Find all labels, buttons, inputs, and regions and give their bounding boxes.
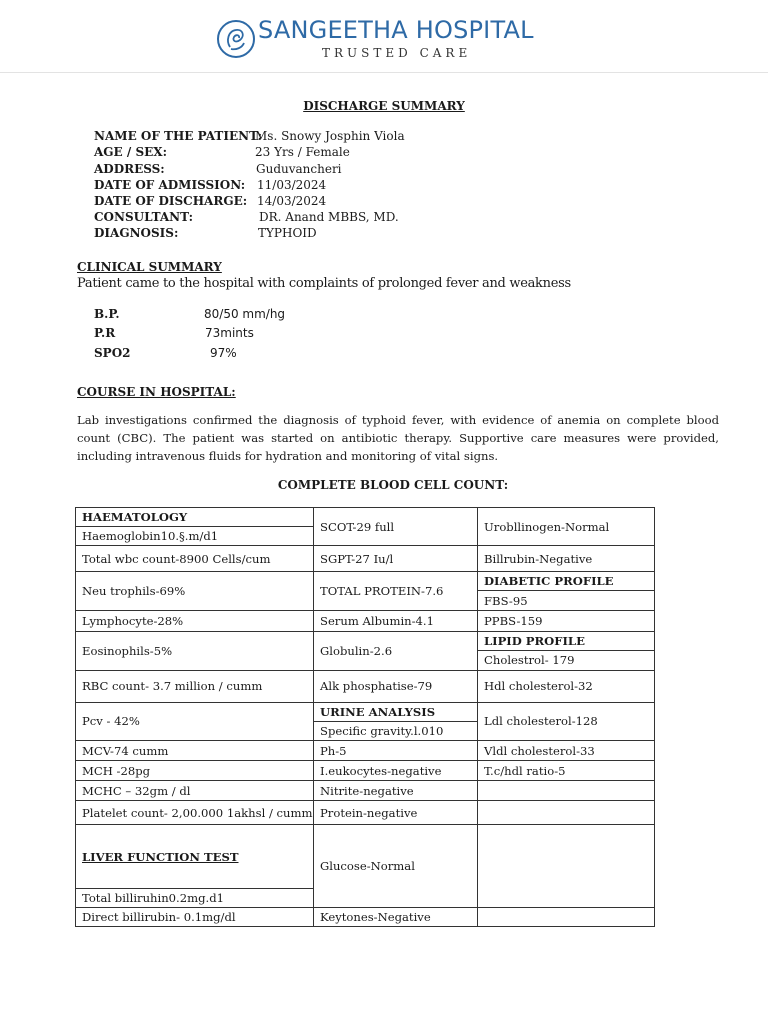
address-label: ADDRESS: [94, 162, 165, 176]
diagnosis-label: DIAGNOSIS: [94, 226, 179, 240]
patient-name-value: Ms. Snowy Josphin Viola [255, 129, 405, 143]
table-cell: Direct billirubin- 0.1mg/dl [76, 907, 314, 926]
table-cell: TOTAL PROTEIN-7.6 [314, 572, 478, 611]
table-cell: Total wbc count-8900 Cells/cum [76, 546, 314, 572]
table-cell [478, 801, 655, 825]
haematology-heading: HAEMATOLOGY [76, 508, 314, 527]
table-cell: T.c/hdl ratio-5 [478, 761, 655, 781]
discharge-value: 14/03/2024 [257, 194, 327, 208]
bp-label: B.P. [94, 307, 120, 321]
table-cell: I.eukocytes-negative [314, 761, 478, 781]
spo2-label: SPO2 [94, 346, 131, 360]
lipid-profile-heading: LIPID PROFILE [478, 631, 655, 650]
admission-label: DATE OF ADMISSION: [94, 178, 246, 192]
table-cell: Neu trophils-69% [76, 572, 314, 611]
table-cell: Protein-negative [314, 801, 478, 825]
table-cell: Alk phosphatise-79 [314, 670, 478, 702]
table-cell: Lymphocyte-28% [76, 611, 314, 631]
hospital-name: SANGEETHA HOSPITAL [258, 16, 534, 44]
table-cell: Billrubin-Negative [478, 546, 655, 572]
liver-function-heading: LIVER FUNCTION TEST [76, 825, 314, 888]
table-cell: Glucose-Normal [314, 825, 478, 907]
table-cell: Pcv - 42% [76, 702, 314, 740]
patient-name-label: NAME OF THE PATIENT: [94, 129, 263, 143]
table-cell: Nitrite-negative [314, 781, 478, 801]
admission-value: 11/03/2024 [257, 178, 327, 192]
table-cell: Urobllinogen-Normal [478, 508, 655, 546]
lab-results-table [75, 507, 655, 927]
table-cell: SCOT-29 full [314, 508, 478, 546]
table-cell: Vldl cholesterol-33 [478, 741, 655, 761]
table-cell: RBC count- 3.7 million / cumm [76, 670, 314, 702]
table-cell: Globulin-2.6 [314, 631, 478, 670]
table-cell: MCH -28pg [76, 761, 314, 781]
table-cell [478, 781, 655, 801]
bp-value: 80/50 mm/hg [204, 307, 286, 321]
hospital-logo-icon [216, 19, 256, 59]
discharge-label: DATE OF DISCHARGE: [94, 194, 248, 208]
cbc-title: COMPLETE BLOOD CELL COUNT: [277, 478, 509, 492]
table-cell: SGPT-27 Iu/l [314, 546, 478, 572]
table-cell [478, 907, 655, 926]
age-sex-label: AGE / SEX: [94, 145, 167, 159]
table-cell [478, 825, 655, 907]
hospital-tagline: TRUSTED CARE [322, 46, 472, 60]
table-cell: PPBS-159 [478, 611, 655, 631]
table-cell: Serum Albumin-4.1 [314, 611, 478, 631]
course-text: Lab investigations confirmed the diagnosis of typhoid fever, with evidence of anemia on complete blood count (CBC). The patient was started on antibiotic therapy. Supportive care measures were provided, including intravenous fluids for hydration and monitoring of vital signs. [77, 413, 719, 463]
table-cell: Haemoglobin10.§.m/d1 [76, 527, 314, 546]
document-title: DISCHARGE SUMMARY [303, 99, 465, 113]
diabetic-profile-heading: DIABETIC PROFILE [478, 572, 655, 591]
pr-value: 73mints [205, 326, 254, 340]
address-value: Guduvancheri [256, 162, 342, 176]
spo2-value: 97% [210, 346, 237, 360]
letterhead [0, 0, 768, 73]
table-cell: Ldl cholesterol-128 [478, 702, 655, 740]
consultant-value: DR. Anand MBBS, MD. [259, 210, 399, 224]
clinical-summary-text: Patient came to the hospital with complaints of prolonged fever and weakness [77, 276, 571, 291]
table-cell: Hdl cholesterol-32 [478, 670, 655, 702]
table-cell: Cholestrol- 179 [478, 650, 655, 670]
consultant-label: CONSULTANT: [94, 210, 194, 224]
table-cell: Specific gravity.l.010 [314, 721, 478, 740]
table-cell: Platelet count- 2,00.000 1akhsl / cumm [76, 801, 314, 825]
table-cell: Total billiruhin0.2mg.d1 [76, 888, 314, 907]
table-cell: FBS-95 [478, 591, 655, 611]
table-cell: Eosinophils-5% [76, 631, 314, 670]
clinical-summary-heading: CLINICAL SUMMARY [77, 260, 222, 274]
table-cell: Keytones-Negative [314, 907, 478, 926]
table-cell: Ph-5 [314, 741, 478, 761]
pr-label: P.R [94, 326, 116, 340]
table-cell: MCHC – 32gm / dl [76, 781, 314, 801]
urine-analysis-heading: URINE ANALYSIS [314, 702, 478, 721]
diagnosis-value: TYPHOID [258, 226, 317, 240]
table-cell: MCV-74 cumm [76, 741, 314, 761]
age-sex-value: 23 Yrs / Female [255, 145, 350, 159]
course-heading: COURSE IN HOSPITAL: [77, 385, 236, 399]
